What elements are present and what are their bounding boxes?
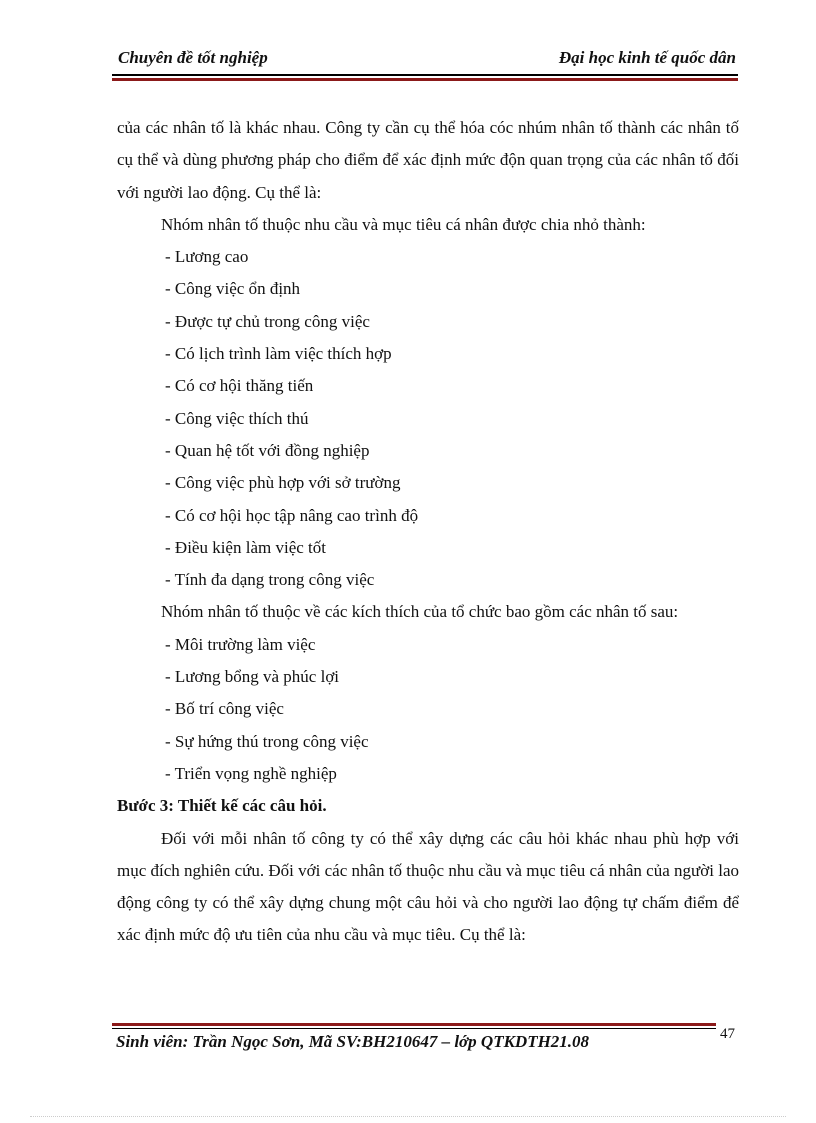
list-item: - Điều kiện làm việc tốt bbox=[165, 537, 326, 557]
list-item: - Được tự chủ trong công việc bbox=[165, 311, 370, 331]
list-item: - Công việc ổn định bbox=[165, 279, 301, 299]
footer-student-info: Sinh viên: Trần Ngọc Sơn, Mã SV:BH210647 – lớp QTKDTH21.08 bbox=[116, 1032, 590, 1051]
list-item: - Lương bổng và phúc lợi bbox=[165, 667, 340, 687]
footer-rule bbox=[112, 1028, 716, 1029]
header-right-title: Đại học kinh tế quốc dân bbox=[558, 48, 736, 67]
page-header bbox=[112, 48, 738, 72]
list-item: - Có cơ hội học tập nâng cao trình độ bbox=[165, 505, 419, 525]
step-paragraph: Đối với mỗi nhân tố công ty có thể xây dựng các câu hỏi khác nhau phù hợp với mục đích nghiên cứu. Đối với các nhân tố thuộc nhu cầu và mục tiêu cá nhân của người lao động công ty có thể xây dựng chung một câu hỏi và cho người lao động tự chấm điểm để xác định mức độ ưu tiên của nhu cầu và mục tiêu. Cụ thể là: bbox=[117, 828, 739, 945]
page-number: 47 bbox=[720, 1026, 735, 1042]
step-heading: Bước 3: Thiết kế các câu hỏi. bbox=[117, 796, 327, 816]
page-body bbox=[117, 112, 739, 952]
list-item: - Có cơ hội thăng tiến bbox=[165, 376, 314, 396]
list-item: - Triển vọng nghề nghiệp bbox=[165, 763, 337, 783]
list-item: - Tính đa dạng trong công việc bbox=[165, 570, 375, 590]
list-item: - Công việc thích thú bbox=[165, 408, 309, 428]
list-item: - Có lịch trình làm việc thích hợp bbox=[165, 344, 392, 364]
group1-intro: Nhóm nhân tố thuộc nhu cầu và mục tiêu cá nhân được chia nhỏ thành: bbox=[161, 214, 646, 234]
list-item: - Bố trí công việc bbox=[165, 699, 284, 719]
footer-rule-red bbox=[112, 1023, 716, 1026]
header-rule bbox=[112, 74, 738, 76]
group2-intro: Nhóm nhân tố thuộc về các kích thích của tổ chức bao gồm các nhân tố sau: bbox=[161, 602, 679, 622]
header-left-title: Chuyên đề tốt nghiệp bbox=[118, 48, 268, 67]
list-item: - Môi trường làm việc bbox=[165, 634, 316, 654]
list-item: - Quan hệ tốt với đồng nghiệp bbox=[165, 440, 370, 460]
intro-paragraph: của các nhân tố là khác nhau. Công ty cần cụ thể hóa cóc nhúm nhân tố thành các nhân tố cụ thể và dùng phương pháp cho điểm để xác định mức độn quan trọng của các nhân tố đối với người lao động. Cụ thể là: bbox=[117, 118, 739, 202]
list-item: - Lương cao bbox=[165, 247, 249, 267]
header-rule-red bbox=[112, 78, 738, 81]
page-bottom-border bbox=[30, 1116, 786, 1117]
list-item: - Công việc phù hợp với sở trường bbox=[165, 473, 401, 493]
list-item: - Sự hứng thú trong công việc bbox=[165, 731, 369, 751]
